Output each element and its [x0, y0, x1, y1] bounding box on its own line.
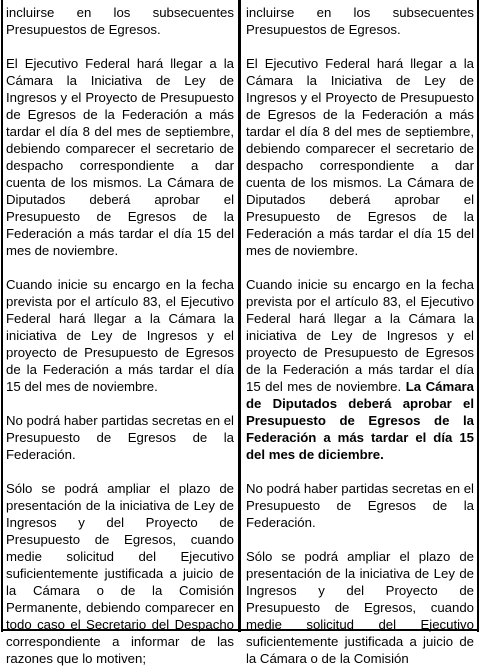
- table-right-border: [477, 0, 479, 632]
- right-paragraph-1: incluirse en los subsecuentes Presupuestos de Egresos.: [246, 5, 474, 37]
- right-paragraph-3-bold-addition: La Cámara de Diputados deberá aprobar el Presupuesto de Egresos de la Federación a más tardar el día 15 del mes de diciembre.: [246, 379, 474, 462]
- right-paragraph-5: Sólo se podrá ampliar el plazo de presentación de la iniciativa de Ley de Ingresos y del Proyecto de Presupuesto de Egresos, cuando medie solicitud del Ejecutivo suficientemente justificada a juicio de la Cámara o de la Comisión: [246, 549, 474, 666]
- left-paragraph-5: Sólo se podrá ampliar el plazo de presentación de la iniciativa de Ley de Ingresos y del Proyecto de Presupuesto de Egresos, cuando medie solicitud del Ejecutivo suficientemente justificada a juicio de la Cámara o de la Comisión Permanente, debiendo comparecer en todo caso el Secretario del Despacho correspondiente a informar de las razones que lo motiven;: [6, 481, 234, 666]
- left-paragraph-3: Cuando inicie su encargo en la fecha prevista por el artículo 83, el Ejecutivo Federal hará llegar a la Cámara la iniciativa de Ley de Ingresos y el proyecto de Presupuesto de Egresos de la Federación a más tardar el día 15 del mes de noviembre.: [6, 277, 234, 394]
- right-column-text: [246, 4, 474, 667]
- table-left-border: [1, 0, 3, 632]
- right-paragraph-2: El Ejecutivo Federal hará llegar a la Cámara la Iniciativa de Ley de Ingresos y el Proyecto de Presupuesto de Egresos de la Federación a más tardar el día 8 del mes de septiembre, debiendo comparecer el secretario de despacho correspondiente a dar cuenta de los mismos. La Cámara de Diputados deberá aprobar el Presupuesto de Egresos de la Federación a más tardar el día 15 del mes de noviembre.: [246, 56, 474, 258]
- left-paragraph-4: No podrá haber partidas secretas en el Presupuesto de Egresos de la Federación.: [6, 413, 234, 462]
- right-paragraph-4: No podrá haber partidas secretas en el Presupuesto de Egresos de la Federación.: [246, 481, 474, 530]
- table-column-divider: [238, 0, 241, 632]
- right-paragraph-3-regular: Cuando inicie su encargo en la fecha prevista por el artículo 83, el Ejecutivo Federal hará llegar a la Cámara la iniciativa de Ley de Ingresos y el proyecto de Presupuesto de Egresos de la Federación a más tardar el día 15 del mes de noviembre.: [246, 277, 474, 394]
- right-paragraph-3: [246, 276, 474, 463]
- left-column-text: [6, 4, 234, 667]
- left-paragraph-1: incluirse en los subsecuentes Presupuestos de Egresos.: [6, 5, 234, 37]
- left-paragraph-2: El Ejecutivo Federal hará llegar a la Cámara la Iniciativa de Ley de Ingresos y el Proyecto de Presupuesto de Egresos de la Federación a más tardar el día 8 del mes de septiembre, debiendo comparecer el secretario de despacho correspondiente a dar cuenta de los mismos. La Cámara de Diputados deberá aprobar el Presupuesto de Egresos de la Federación a más tardar el día 15 del mes de noviembre.: [6, 56, 234, 258]
